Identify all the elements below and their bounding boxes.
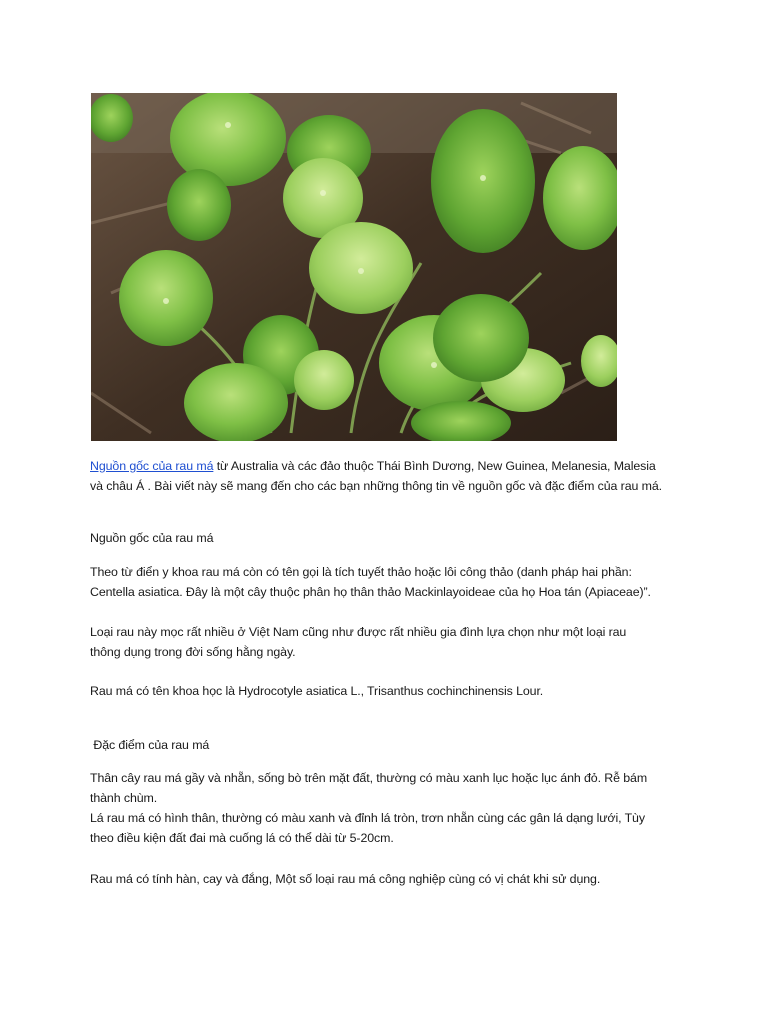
paragraph-line: thông dụng trong đời sống hằng ngày. [90, 645, 296, 659]
origin-link[interactable]: Nguồn gốc của rau má [90, 459, 214, 473]
paragraph-line: Rau má có tên khoa học là Hydrocotyle asiatica L., Trisanthus cochinchinensis Lour. [90, 684, 544, 698]
section-1-paragraph-2 [90, 622, 690, 662]
intro-line-1 [90, 456, 690, 476]
section-1-paragraph-1 [90, 562, 690, 602]
section-1-heading: Nguồn gốc của rau má [90, 531, 214, 545]
intro-paragraph [90, 456, 690, 496]
section-1-paragraph-3 [90, 681, 690, 701]
section-2-paragraph-2 [90, 869, 690, 889]
paragraph-line: Thân cây rau má gầy và nhẵn, sống bò trên mặt đất, thường có màu xanh lục hoặc lục ánh đỏ. Rễ bám [90, 771, 648, 785]
paragraph-line: Theo từ điển y khoa rau má còn có tên gọi là tích tuyết thảo hoặc lôi công thảo (danh pháp hai phần: [90, 565, 632, 579]
intro-line-2: và châu Á . Bài viết này sẽ mang đến cho các bạn những thông tin về nguồn gốc và đặc điểm của rau má. [90, 479, 662, 493]
paragraph-line: thành chùm. [90, 791, 158, 805]
section-2-paragraph-1 [90, 768, 690, 848]
paragraph-line: Rau má có tính hàn, cay và đắng, Một số loại rau má công nghiệp cùng có vị chát khi sử dụng. [90, 872, 601, 886]
section-2-heading: Đặc điểm của rau má [90, 738, 210, 752]
paragraph-line: Lá rau má có hình thân, thường có màu xanh và đỉnh lá tròn, trơn nhẵn cùng các gân lá dạng lưới, Tùy [90, 811, 645, 825]
pennywort-plant-photo [91, 93, 617, 441]
paragraph-line: Loại rau này mọc rất nhiều ở Việt Nam cũng như được rất nhiều gia đình lựa chọn như một loại rau [90, 625, 627, 639]
section-heading-features [90, 735, 690, 755]
section-heading-origin [90, 528, 690, 548]
paragraph-line: Centella asiatica. Đây là một cây thuộc phân họ thân thảo Mackinlayoideae của họ Hoa tán (Apiaceae)”. [90, 585, 651, 599]
paragraph-line: theo điều kiện đất đai mà cuống lá có thể dài từ 5-20cm. [90, 831, 394, 845]
intro-line-1-text: từ Australia và các đảo thuộc Thái Bình Dương, New Guinea, Melanesia, Malesia [213, 459, 656, 473]
